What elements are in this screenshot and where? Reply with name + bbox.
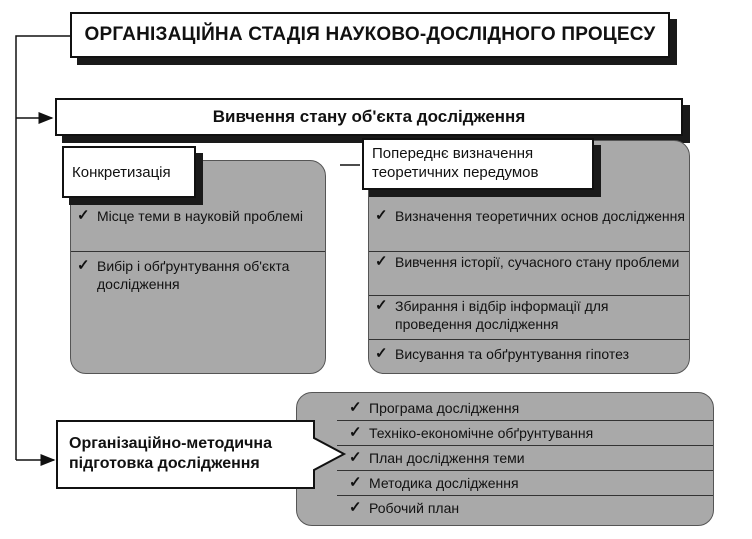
theory-item — [369, 297, 689, 333]
divider — [337, 445, 713, 446]
stage-method-label: Організаційно-методична підготовка дослідження — [69, 435, 272, 472]
divider — [337, 495, 713, 496]
theory-item — [369, 253, 689, 271]
concretization-item-text: Вибір і обґрунтування об'єкта дослідження — [97, 258, 290, 292]
divider — [369, 251, 689, 252]
theory-item — [369, 207, 689, 225]
theory-item-text: Вивчення історії, сучасного стану проблеми — [395, 254, 680, 270]
stage-study-label: Вивчення стану об'єкта дослідження — [212, 107, 526, 126]
concretization-item — [71, 207, 325, 225]
divider — [369, 339, 689, 340]
method-item — [343, 474, 713, 492]
divider — [71, 251, 325, 252]
method-item — [343, 449, 713, 467]
theory-item — [369, 345, 689, 363]
method-item-text: Робочий план — [369, 500, 460, 516]
concretization-item-text: Місце теми в науковій проблемі — [97, 208, 303, 224]
diagram-title — [70, 12, 670, 58]
method-item — [343, 399, 713, 417]
stage-method-box — [57, 422, 317, 486]
theory-item-text: Визначення теоретичних основ дослідження — [395, 208, 685, 224]
method-item — [343, 499, 713, 517]
theory-item-text: Висування та обґрунтування гіпотез — [395, 346, 630, 362]
method-item-text: Методика дослідження — [369, 475, 519, 491]
method-item-text: Програма дослідження — [369, 400, 520, 416]
method-panel — [296, 392, 714, 526]
theory-item-text: Збирання і відбір інформації для проведення дослідження — [395, 298, 609, 332]
divider — [369, 295, 689, 296]
diagram-title-text: ОРГАНІЗАЦІЙНА СТАДІЯ НАУКОВО-ДОСЛІДНОГО ПРОЦЕСУ — [84, 24, 656, 45]
concretization-header — [62, 146, 196, 198]
stage-study-box — [55, 98, 683, 136]
divider — [337, 420, 713, 421]
method-item-text: План дослідження теми — [369, 450, 525, 466]
concretization-item — [71, 257, 325, 293]
method-item-text: Техніко-економічне обґрунтування — [369, 425, 594, 441]
divider — [337, 470, 713, 471]
concretization-label: Конкретизація — [72, 163, 171, 181]
theory-label: Попереднє визначення теоретичних передумов — [372, 145, 539, 181]
method-item — [343, 424, 713, 442]
theory-header — [362, 138, 594, 190]
